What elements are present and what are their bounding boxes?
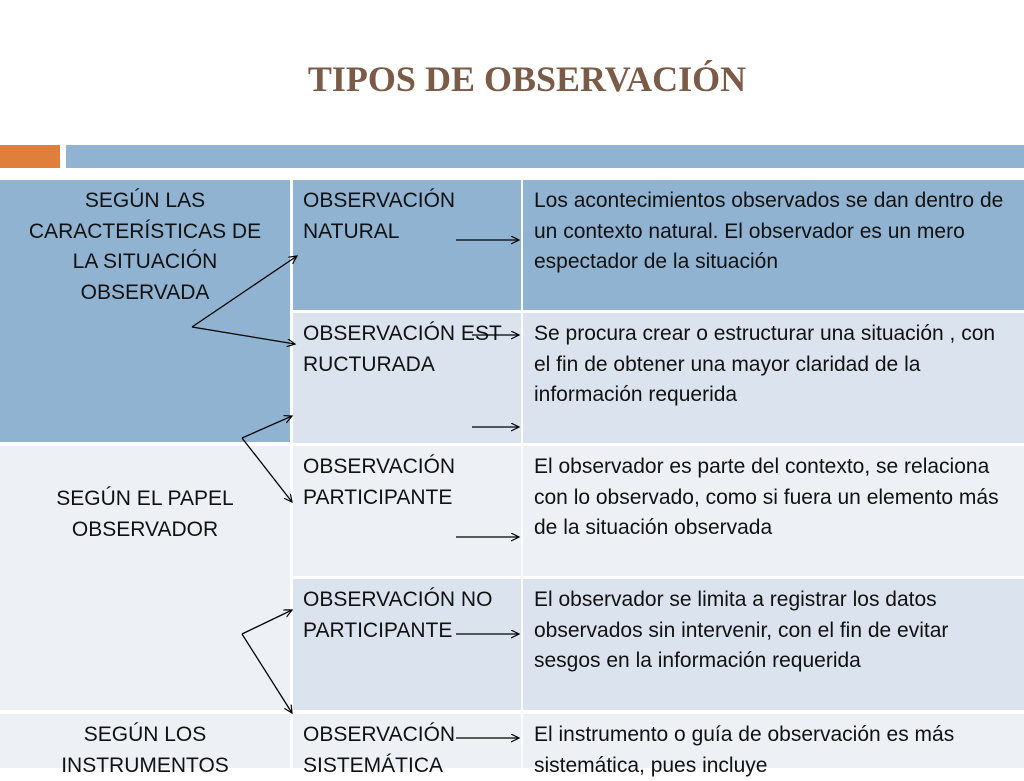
- description-text: El observador se limita a registrar los datos observados sin intervenir, con el fin de evitar sesgos en la información requerida: [534, 588, 949, 672]
- type-label: OBSERVACIÓN NO PARTICIPANTE: [303, 588, 493, 642]
- type-label: OBSERVACIÓN NATURAL: [303, 189, 456, 243]
- description-cell: [523, 446, 1024, 576]
- type-label: OBSERVACIÓN PARTICIPANTE: [303, 455, 456, 509]
- type-cell: [293, 579, 521, 710]
- description-text: El observador es parte del contexto, se relaciona con lo observado, como si fuera un elemento más de la situación observada: [534, 455, 999, 539]
- category-cell: [0, 446, 290, 710]
- type-cell: [293, 446, 521, 576]
- type-cell: [293, 313, 521, 443]
- category-label: SEGÚN LAS CARACTERÍSTICAS DE LA SITUACIÓN OBSERVADA: [28, 189, 262, 304]
- description-cell: [523, 313, 1024, 443]
- slide-title: TIPOS DE OBSERVACIÓN: [307, 59, 747, 99]
- type-label: OBSERVACIÓN SISTEMÁTICA: [303, 723, 456, 777]
- description-text: El instrumento o guía de observación es más sistemática, pues incluye: [534, 723, 955, 777]
- description-cell: [523, 714, 1024, 777]
- description-text: Los acontecimientos observados se dan dentro de un contexto natural. El observador es un mero espectador de la situación: [534, 189, 1004, 273]
- description-cell: [523, 579, 1024, 710]
- category-cell: [0, 714, 290, 777]
- accent-bar-orange: [0, 145, 60, 168]
- category-cell: [0, 180, 290, 442]
- type-cell: [293, 714, 521, 777]
- category-label: SEGÚN EL PAPEL OBSERVADOR: [56, 487, 234, 541]
- description-cell: [523, 180, 1024, 310]
- type-cell: [293, 180, 521, 310]
- description-text: Se procura crear o estructurar una situación , con el fin de obtener una mayor claridad de la información requerida: [534, 322, 996, 406]
- accent-bar-blue: [66, 145, 1024, 168]
- type-label: OBSERVACIÓN ESTRUCTURADA: [303, 322, 502, 376]
- category-label: SEGÚN LOS INSTRUMENTOS: [61, 723, 229, 777]
